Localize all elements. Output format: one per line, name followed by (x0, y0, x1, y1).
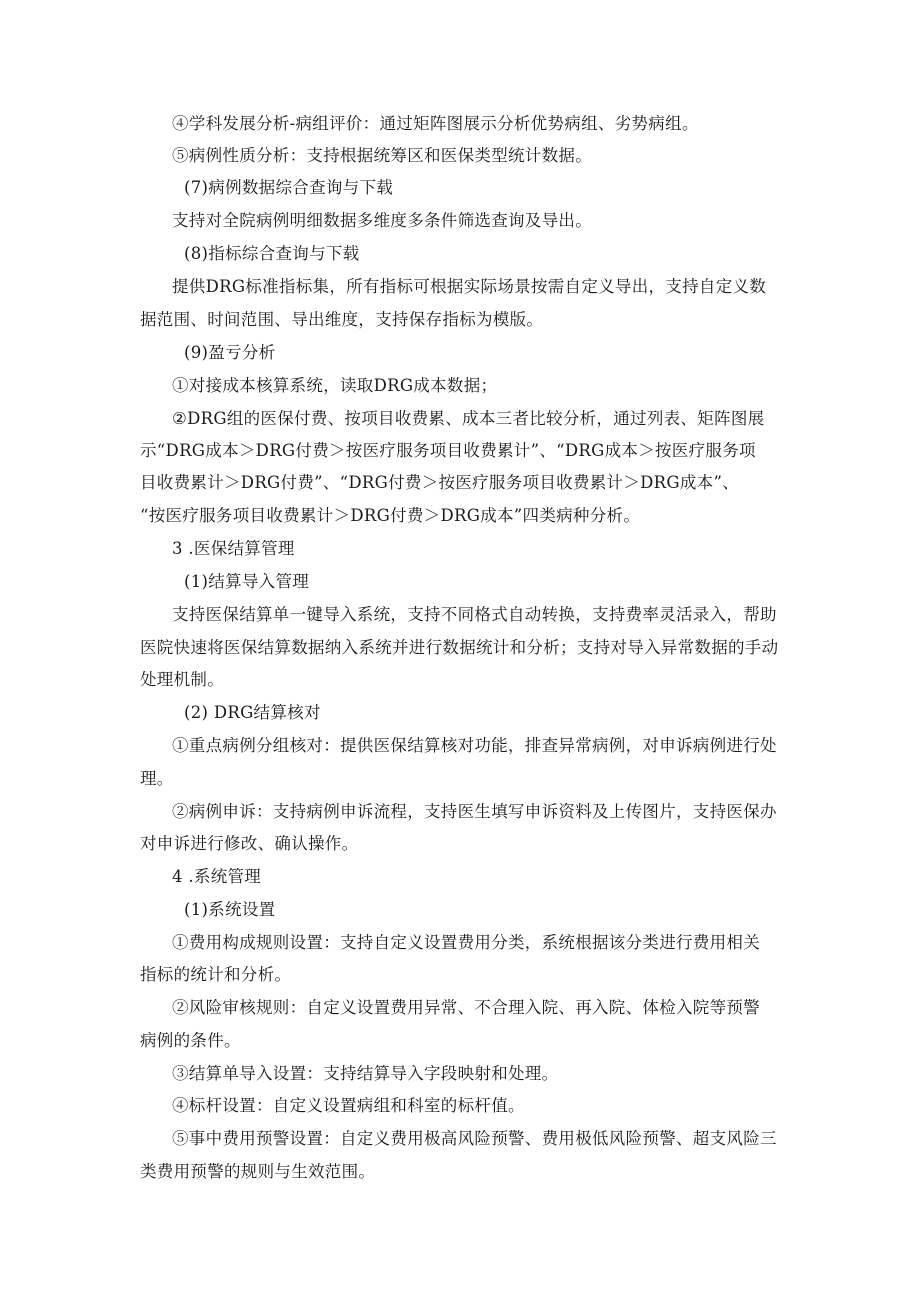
text-line: ①重点病例分组核对：提供医保结算核对功能，排查异常病例，对申诉病例进行处 (172, 736, 777, 755)
text-line: ③结算单导入设置：支持结算导入字段映射和处理。 (172, 1064, 559, 1083)
text-line: ①对接成本核算系统，读取DRG成本数据； (172, 376, 498, 395)
text-line: “按医疗服务项目收费累计＞DRG付费＞DRG成本”四类病种分析。 (140, 506, 641, 525)
text-line: 医院快速将医保结算数据纳入系统并进行数据统计和分析；支持对导入异常数据的手动 (140, 638, 779, 657)
text-line: 病例的条件。 (140, 1031, 241, 1050)
text-line: 处理机制。 (140, 670, 224, 689)
text-line: 对申诉进行修改、确认操作。 (140, 834, 359, 853)
section-heading: (2) DRG结算核对 (184, 703, 321, 722)
section-heading: (9)盈亏分析 (184, 343, 276, 362)
section-heading: (1)系统设置 (184, 900, 276, 919)
text-line: 示“DRG成本＞DRG付费＞按医疗服务项目收费累计”、“DRG成本＞按医疗服务项 (140, 441, 756, 460)
text-line: 支持医保结算单一键导入系统，支持不同格式自动转换，支持费率灵活录入，帮助 (172, 605, 777, 624)
section-heading: (7)病例数据综合查询与下载 (184, 178, 394, 197)
text-line: 指标的统计和分析。 (140, 965, 292, 984)
text-line: 支持对全院病例明细数据多维度多条件筛选查询及导出。 (172, 211, 592, 230)
text-line: 据范围、时间范围、导出维度，支持保存指标为模版。 (140, 310, 544, 329)
text-line: ①费用构成规则设置：支持自定义设置费用分类，系统根据该分类进行费用相关 (172, 933, 760, 952)
text-line: ⑤事中费用预警设置：自定义费用极高风险预警、费用极低风险预警、超支风险三 (172, 1129, 777, 1148)
section-heading: (8)指标综合查询与下载 (184, 244, 360, 263)
text-line: ②风险审核规则：自定义设置费用异常、不合理入院、再入院、体检入院等预警 (172, 998, 760, 1017)
text-line: ④标杆设置：自定义设置病组和科室的标杆值。 (172, 1096, 525, 1115)
text-line: 类费用预警的规则与生效范围。 (140, 1162, 376, 1181)
text-line: ⑤病例性质分析：支持根据统筹区和医保类型统计数据。 (172, 146, 592, 165)
text-line: ②病例申诉：支持病例申诉流程，支持医生填写申诉资料及上传图片，支持医保办 (172, 802, 777, 821)
text-line: ④学科发展分析-病组评价：通过矩阵图展示分析优势病组、劣势病组。 (172, 114, 699, 133)
text-line: 提供DRG标准指标集，所有指标可根据实际场景按需自定义导出，支持自定义数 (172, 277, 767, 296)
section-heading: 3 .医保结算管理 (172, 539, 295, 558)
text-line: 目收费累计＞DRG付费”、“DRG付费＞按医疗服务项目收费累计＞DRG成本”、 (140, 473, 740, 492)
text-line: ②DRG组的医保付费、按项目收费累、成本三者比较分析，通过列表、矩阵图展 (172, 409, 765, 428)
section-heading: 4 .系统管理 (172, 867, 262, 886)
text-line: 理。 (140, 769, 174, 788)
section-heading: (1)结算导入管理 (184, 572, 310, 591)
